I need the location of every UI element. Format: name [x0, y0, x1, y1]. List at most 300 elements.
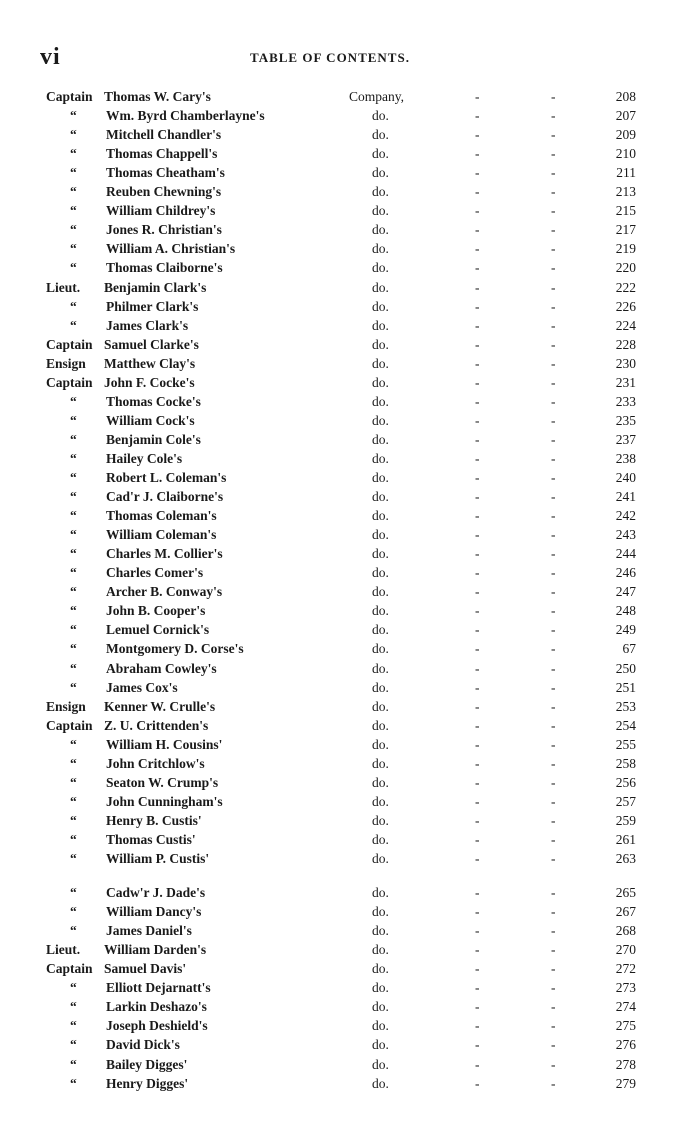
ditto-mark: “	[70, 980, 77, 995]
leader-dash: -	[551, 680, 556, 695]
ditto-mark: “	[70, 1037, 77, 1052]
contents-entry	[0, 921, 700, 940]
leader-dash: -	[551, 413, 556, 428]
contents-entry	[0, 87, 700, 106]
leader-dash: -	[551, 904, 556, 919]
contents-entry	[0, 639, 700, 658]
page-reference: 228	[615, 337, 636, 352]
page-reference: 278	[615, 1057, 636, 1072]
contents-entry	[0, 335, 700, 354]
company-label: do.	[372, 756, 389, 771]
leader-dash: -	[475, 318, 480, 333]
company-label: do.	[372, 1018, 389, 1033]
leader-dash: -	[551, 470, 556, 485]
page-reference: 238	[615, 451, 636, 466]
page-reference: 255	[615, 737, 636, 752]
contents-entry	[0, 239, 700, 258]
officer-name: Samuel Davis'	[104, 961, 187, 976]
leader-dash: -	[475, 961, 480, 976]
officer-name: Charles Comer's	[106, 565, 204, 580]
leader-dash: -	[475, 904, 480, 919]
page-reference: 259	[615, 813, 636, 828]
ditto-mark: “	[70, 394, 77, 409]
rank-label: Ensign	[46, 356, 86, 371]
page-reference: 224	[615, 318, 636, 333]
page-reference: 207	[615, 108, 636, 123]
ditto-mark: “	[70, 527, 77, 542]
company-label: do.	[372, 260, 389, 275]
ditto-mark: “	[70, 680, 77, 695]
page-number: vi	[40, 44, 61, 70]
leader-dash: -	[551, 203, 556, 218]
contents-entry	[0, 525, 700, 544]
leader-dash: -	[551, 89, 556, 104]
leader-dash: -	[551, 980, 556, 995]
leader-dash: -	[475, 603, 480, 618]
officer-name: Larkin Deshazo's	[106, 999, 207, 1014]
page-reference: 208	[615, 89, 636, 104]
ditto-mark: “	[70, 203, 77, 218]
company-label: do.	[372, 718, 389, 733]
page-reference: 210	[615, 146, 636, 161]
leader-dash: -	[551, 718, 556, 733]
leader-dash: -	[551, 527, 556, 542]
page-reference: 67	[622, 641, 636, 656]
company-label: do.	[372, 603, 389, 618]
company-label: do.	[372, 127, 389, 142]
page-reference: 272	[615, 961, 636, 976]
leader-dash: -	[475, 641, 480, 656]
officer-name: Robert L. Coleman's	[106, 470, 227, 485]
officer-name: William Childrey's	[106, 203, 216, 218]
ditto-mark: “	[70, 999, 77, 1014]
ditto-mark: “	[70, 641, 77, 656]
rank-label: Captain	[46, 89, 93, 104]
officer-name: Philmer Clark's	[106, 299, 199, 314]
leader-dash: -	[475, 1076, 480, 1091]
contents-entry	[0, 354, 700, 373]
page-reference: 253	[615, 699, 636, 714]
contents-entry	[0, 430, 700, 449]
leader-dash: -	[475, 832, 480, 847]
company-label: do.	[372, 318, 389, 333]
officer-name: Seaton W. Crump's	[106, 775, 219, 790]
company-label: do.	[372, 680, 389, 695]
leader-dash: -	[551, 737, 556, 752]
leader-dash: -	[551, 489, 556, 504]
leader-dash: -	[475, 470, 480, 485]
page-reference: 209	[615, 127, 636, 142]
company-label: do.	[372, 885, 389, 900]
officer-name: Abraham Cowley's	[106, 661, 217, 676]
company-label: do.	[372, 622, 389, 637]
page-reference: 215	[615, 203, 636, 218]
ditto-mark: “	[70, 546, 77, 561]
page-reference: 249	[615, 622, 636, 637]
company-label: do.	[372, 942, 389, 957]
contents-entry	[0, 959, 700, 978]
officer-name: James Daniel's	[106, 923, 192, 938]
ditto-mark: “	[70, 413, 77, 428]
page-reference: 261	[615, 832, 636, 847]
company-label: do.	[372, 280, 389, 295]
company-label: do.	[372, 165, 389, 180]
officer-name: Wm. Byrd Chamberlayne's	[106, 108, 265, 123]
page-reference: 258	[615, 756, 636, 771]
ditto-mark: “	[70, 146, 77, 161]
company-label: do.	[372, 699, 389, 714]
page-reference: 222	[615, 280, 636, 295]
contents-entry	[0, 449, 700, 468]
leader-dash: -	[475, 813, 480, 828]
company-label: do.	[372, 146, 389, 161]
leader-dash: -	[551, 260, 556, 275]
rank-label: Captain	[46, 337, 93, 352]
officer-name: David Dick's	[106, 1037, 180, 1052]
leader-dash: -	[551, 356, 556, 371]
company-label: do.	[372, 813, 389, 828]
leader-dash: -	[475, 885, 480, 900]
leader-dash: -	[475, 375, 480, 390]
contents-entry	[0, 144, 700, 163]
company-label: do.	[372, 923, 389, 938]
officer-name: Thomas Cheatham's	[106, 165, 225, 180]
leader-dash: -	[551, 961, 556, 976]
leader-dash: -	[551, 851, 556, 866]
contents-entry	[0, 201, 700, 220]
company-label: do.	[372, 299, 389, 314]
leader-dash: -	[475, 508, 480, 523]
leader-dash: -	[475, 622, 480, 637]
officer-name: William Coleman's	[106, 527, 217, 542]
page-reference: 242	[615, 508, 636, 523]
contents-entry	[0, 392, 700, 411]
company-label: do.	[372, 413, 389, 428]
page-reference: 275	[615, 1018, 636, 1033]
contents-entry	[0, 487, 700, 506]
page-reference: 241	[615, 489, 636, 504]
contents-entry	[0, 1074, 700, 1093]
company-label: do.	[372, 546, 389, 561]
ditto-mark: “	[70, 299, 77, 314]
leader-dash: -	[551, 165, 556, 180]
officer-name: John Critchlow's	[106, 756, 205, 771]
contents-entry	[0, 902, 700, 921]
page-reference: 267	[615, 904, 636, 919]
leader-dash: -	[475, 546, 480, 561]
ditto-mark: “	[70, 165, 77, 180]
officer-name: Elliott Dejarnatt's	[106, 980, 211, 995]
officer-name: Benjamin Cole's	[106, 432, 201, 447]
leader-dash: -	[551, 375, 556, 390]
leader-dash: -	[551, 565, 556, 580]
page-reference: 254	[615, 718, 636, 733]
leader-dash: -	[551, 318, 556, 333]
contents-entry	[0, 373, 700, 392]
company-label: do.	[372, 375, 389, 390]
leader-dash: -	[475, 999, 480, 1014]
contents-entry	[0, 735, 700, 754]
leader-dash: -	[551, 1037, 556, 1052]
officer-name: James Clark's	[106, 318, 189, 333]
leader-dash: -	[551, 999, 556, 1014]
contents-entry	[0, 182, 700, 201]
rank-label: Captain	[46, 718, 93, 733]
ditto-mark: “	[70, 584, 77, 599]
leader-dash: -	[551, 603, 556, 618]
company-label: do.	[372, 508, 389, 523]
page-reference: 226	[615, 299, 636, 314]
page-reference: 246	[615, 565, 636, 580]
ditto-mark: “	[70, 108, 77, 123]
leader-dash: -	[475, 89, 480, 104]
leader-dash: -	[551, 1076, 556, 1091]
leader-dash: -	[551, 508, 556, 523]
officer-name: Z. U. Crittenden's	[104, 718, 209, 733]
ditto-mark: “	[70, 241, 77, 256]
leader-dash: -	[551, 146, 556, 161]
company-label: do.	[372, 832, 389, 847]
ditto-mark: “	[70, 318, 77, 333]
leader-dash: -	[475, 1037, 480, 1052]
contents-entry	[0, 716, 700, 735]
page-reference: 248	[615, 603, 636, 618]
page-reference: 263	[615, 851, 636, 866]
contents-entry	[0, 582, 700, 601]
officer-name: William Darden's	[104, 942, 207, 957]
ditto-mark: “	[70, 622, 77, 637]
officer-name: Jones R. Christian's	[106, 222, 222, 237]
ditto-mark: “	[70, 1057, 77, 1072]
leader-dash: -	[475, 260, 480, 275]
leader-dash: -	[475, 794, 480, 809]
company-label: do.	[372, 904, 389, 919]
officer-name: Matthew Clay's	[104, 356, 196, 371]
officer-name: Lemuel Cornick's	[106, 622, 210, 637]
company-label: do.	[372, 203, 389, 218]
officer-name: Montgomery D. Corse's	[106, 641, 244, 656]
ditto-mark: “	[70, 832, 77, 847]
company-label: do.	[372, 489, 389, 504]
leader-dash: -	[475, 146, 480, 161]
page-reference: 256	[615, 775, 636, 790]
officer-name: James Cox's	[106, 680, 178, 695]
leader-dash: -	[475, 299, 480, 314]
company-label: do.	[372, 451, 389, 466]
contents-entry	[0, 620, 700, 639]
company-label: do.	[372, 980, 389, 995]
company-label: do.	[372, 184, 389, 199]
company-label: do.	[372, 584, 389, 599]
contents-entry	[0, 792, 700, 811]
contents-entry	[0, 773, 700, 792]
leader-dash: -	[551, 299, 556, 314]
page-reference: 276	[615, 1037, 636, 1052]
leader-dash: -	[551, 241, 556, 256]
leader-dash: -	[475, 851, 480, 866]
officer-name: William A. Christian's	[106, 241, 236, 256]
officer-name: William Cock's	[106, 413, 195, 428]
page-reference: 230	[615, 356, 636, 371]
company-label: do.	[372, 356, 389, 371]
leader-dash: -	[475, 280, 480, 295]
ditto-mark: “	[70, 775, 77, 790]
contents-entry	[0, 1055, 700, 1074]
company-label: do.	[372, 432, 389, 447]
contents-entry	[0, 883, 700, 902]
ditto-mark: “	[70, 737, 77, 752]
officer-name: Benjamin Clark's	[104, 280, 207, 295]
leader-dash: -	[475, 775, 480, 790]
running-title: TABLE OF CONTENTS.	[250, 50, 410, 65]
leader-dash: -	[551, 451, 556, 466]
page-reference: 247	[615, 584, 636, 599]
ditto-mark: “	[70, 813, 77, 828]
leader-dash: -	[475, 680, 480, 695]
company-label: do.	[372, 961, 389, 976]
officer-name: Archer B. Conway's	[106, 584, 223, 599]
leader-dash: -	[475, 699, 480, 714]
officer-name: Joseph Deshield's	[106, 1018, 208, 1033]
page-reference: 270	[615, 942, 636, 957]
ditto-mark: “	[70, 756, 77, 771]
ditto-mark: “	[70, 565, 77, 580]
page-reference: 240	[615, 470, 636, 485]
ditto-mark: “	[70, 1076, 77, 1091]
contents-entry	[0, 411, 700, 430]
leader-dash: -	[475, 489, 480, 504]
leader-dash: -	[475, 527, 480, 542]
officer-name: Charles M. Collier's	[106, 546, 223, 561]
leader-dash: -	[475, 942, 480, 957]
officer-name: Thomas Cocke's	[106, 394, 201, 409]
contents-entry	[0, 849, 700, 868]
leader-dash: -	[475, 203, 480, 218]
leader-dash: -	[475, 241, 480, 256]
page-reference: 233	[615, 394, 636, 409]
contents-entry	[0, 278, 700, 297]
page-reference: 274	[615, 999, 636, 1014]
leader-dash: -	[551, 280, 556, 295]
officer-name: William Dancy's	[106, 904, 202, 919]
contents-entry	[0, 697, 700, 716]
ditto-mark: “	[70, 260, 77, 275]
ditto-mark: “	[70, 470, 77, 485]
officer-name: John B. Cooper's	[106, 603, 206, 618]
contents-entry	[0, 125, 700, 144]
leader-dash: -	[475, 718, 480, 733]
page-reference: 265	[615, 885, 636, 900]
contents-entry	[0, 220, 700, 239]
leader-dash: -	[475, 756, 480, 771]
contents-entry	[0, 506, 700, 525]
officer-name: Thomas W. Cary's	[104, 89, 211, 104]
leader-dash: -	[551, 832, 556, 847]
company-label: do.	[372, 337, 389, 352]
leader-dash: -	[551, 127, 556, 142]
ditto-mark: “	[70, 661, 77, 676]
ditto-mark: “	[70, 885, 77, 900]
contents-entry	[0, 563, 700, 582]
leader-dash: -	[551, 622, 556, 637]
rank-label: Ensign	[46, 699, 86, 714]
contents-entry	[0, 258, 700, 277]
company-label: do.	[372, 1037, 389, 1052]
page-reference: 257	[615, 794, 636, 809]
leader-dash: -	[475, 222, 480, 237]
company-label: do.	[372, 794, 389, 809]
page-reference: 237	[615, 432, 636, 447]
page-reference: 231	[615, 375, 636, 390]
leader-dash: -	[475, 584, 480, 599]
contents-entry	[0, 163, 700, 182]
leader-dash: -	[551, 942, 556, 957]
rank-label: Lieut.	[46, 942, 81, 957]
leader-dash: -	[475, 394, 480, 409]
contents-entry	[0, 297, 700, 316]
company-label: do.	[372, 1057, 389, 1072]
company-label: do.	[372, 641, 389, 656]
leader-dash: -	[475, 432, 480, 447]
leader-dash: -	[551, 432, 556, 447]
leader-dash: -	[551, 1057, 556, 1072]
company-label: do.	[372, 661, 389, 676]
page-reference: 250	[615, 661, 636, 676]
officer-name: Thomas Chappell's	[106, 146, 218, 161]
contents-entry	[0, 997, 700, 1016]
officer-name: Samuel Clarke's	[104, 337, 199, 352]
leader-dash: -	[475, 923, 480, 938]
contents-entry	[0, 754, 700, 773]
leader-dash: -	[551, 584, 556, 599]
leader-dash: -	[551, 661, 556, 676]
rank-label: Captain	[46, 375, 93, 390]
company-label: do.	[372, 775, 389, 790]
contents-entry	[0, 1016, 700, 1035]
leader-dash: -	[475, 337, 480, 352]
page-reference: 217	[615, 222, 636, 237]
page-reference: 244	[615, 546, 636, 561]
leader-dash: -	[475, 1057, 480, 1072]
ditto-mark: “	[70, 923, 77, 938]
company-label: do.	[372, 737, 389, 752]
officer-name: Cadw'r J. Dade's	[106, 885, 206, 900]
leader-dash: -	[551, 337, 556, 352]
contents-entry	[0, 468, 700, 487]
leader-dash: -	[551, 641, 556, 656]
ditto-mark: “	[70, 794, 77, 809]
leader-dash: -	[551, 108, 556, 123]
leader-dash: -	[475, 413, 480, 428]
page-reference: 235	[615, 413, 636, 428]
leader-dash: -	[551, 885, 556, 900]
contents-entry	[0, 601, 700, 620]
leader-dash: -	[551, 222, 556, 237]
officer-name: William P. Custis'	[106, 851, 210, 866]
company-label: do.	[372, 527, 389, 542]
rank-label: Lieut.	[46, 280, 81, 295]
officer-name: Hailey Cole's	[106, 451, 183, 466]
leader-dash: -	[475, 184, 480, 199]
leader-dash: -	[551, 813, 556, 828]
leader-dash: -	[475, 1018, 480, 1033]
leader-dash: -	[551, 699, 556, 714]
contents-entry	[0, 830, 700, 849]
officer-name: Thomas Custis'	[106, 832, 196, 847]
leader-dash: -	[475, 451, 480, 466]
ditto-mark: “	[70, 904, 77, 919]
officer-name: John F. Cocke's	[104, 375, 195, 390]
